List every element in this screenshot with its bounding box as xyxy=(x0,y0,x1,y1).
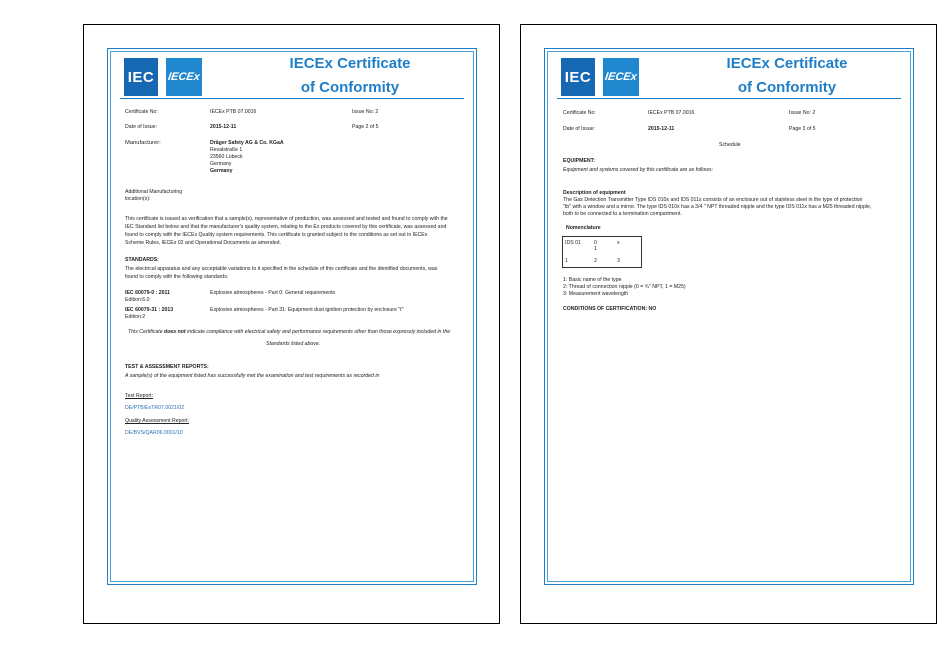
description-line: both to be connected to a termination compartment. xyxy=(563,211,682,217)
standards-heading: STANDARDS: xyxy=(125,257,159,263)
disclaimer-line-2: Standards listed above. xyxy=(266,341,321,347)
standard-1-edition: Edition:6.0 xyxy=(125,297,150,303)
page-border xyxy=(544,48,914,585)
title-line-1: IECEx Certificate xyxy=(289,55,411,72)
verification-line: found to comply with the IECEx Quality system requirements. This certificate is granted subject to the conditions as set out in IECEx xyxy=(125,232,428,238)
manufacturer-country-2: Germany xyxy=(210,168,233,174)
disclaimer-line-1: This Certificate does not indicate compliance with electrical safety and performance requirements other than those expressly included in the xyxy=(128,329,451,335)
verification-line: IEC Standard list below and that the manufacturer's quality system, relating to the Ex products covered by this certificate, was assessed and xyxy=(125,224,447,230)
nomenclature-cell: x xyxy=(617,240,620,246)
manufacturer-name: Dräger Safety AG & Co. KGaA xyxy=(210,140,284,146)
iec-logo: IEC xyxy=(124,58,158,96)
test-report-label: Test Report: xyxy=(125,393,153,399)
title-rule xyxy=(120,98,464,99)
nomenclature-cell: 1 xyxy=(565,258,568,264)
standard-2-desc: Explosive atmospheres - Part 31: Equipment dust ignition protection by enclosure "t" xyxy=(210,307,404,313)
equipment-text: Equipment and systems covered by this certificate are as follows: xyxy=(563,167,713,173)
qar-label: Quality Assessment Report: xyxy=(125,418,190,424)
test-report-link[interactable]: DE/PTB/ExTR07.0021/02 xyxy=(125,405,185,411)
nomenclature-note: 1: Basic name of the type xyxy=(563,277,622,283)
additional-label-2: location(s): xyxy=(125,196,151,202)
manufacturer-street: Revalstraße 1 xyxy=(210,147,243,153)
date-value: 2015-12-11 xyxy=(648,126,675,132)
manufacturer-country: Germany xyxy=(210,161,232,167)
title-rule xyxy=(557,98,901,99)
page-number: Page 2 of 5 xyxy=(352,124,379,130)
iecex-logo: IECEx xyxy=(166,58,202,96)
title-line-2: of Conformity xyxy=(737,79,837,96)
standard-1-desc: Explosive atmospheres - Part 0: General requirements xyxy=(210,290,336,296)
nomenclature-cell: 1 xyxy=(594,246,597,252)
certificate-page-3 xyxy=(520,24,937,624)
equipment-heading: EQUIPMENT: xyxy=(563,158,595,164)
date-label: Date of Issue: xyxy=(125,124,158,130)
iec-logo: IEC xyxy=(561,58,595,96)
nomenclature-cell: 0 xyxy=(594,240,597,246)
test-text: A sample(s) of the equipment listed has successfully met the examination and test requirements as recorded in xyxy=(125,373,380,379)
standards-line: found to comply with the following standards: xyxy=(125,274,229,280)
page-number: Page 3 of 5 xyxy=(789,126,816,132)
description-line: "tb" with a window and a mirror. The type IDS 010x has a 3/4 " NPT threaded nipple and the type IDS 011x has a M25 threaded nipple, xyxy=(563,204,872,210)
issue-no: Issue No: 2 xyxy=(352,109,379,115)
verification-line: Scheme Rules, IECEx 02 and Operational Documents as amended. xyxy=(125,240,281,246)
verification-line: This certificate is issued as verification that a sample(s), representative of production, was assessed and tested and found to comply with the xyxy=(125,216,448,222)
cert-no-label: Certificate No: xyxy=(563,110,596,116)
iecex-logo: IECEx xyxy=(603,58,639,96)
nomenclature-cell: 2 xyxy=(594,258,597,264)
nomenclature-heading: Nomenclature xyxy=(566,225,601,231)
manufacturer-label: Manufacturer: xyxy=(125,140,161,146)
nomenclature-note: 3: Measurement wavelength xyxy=(563,291,629,297)
qar-link[interactable]: DE/BVS/QAR06.0001/10 xyxy=(125,430,183,436)
description-line: The Gas Detection Transmitter Type IDS 010x and IDS 011x consists of an enclosure out of stainless steel in the type of protection xyxy=(563,197,863,203)
page-border xyxy=(107,48,477,585)
standard-2-code: IEC 60079-31 : 2013 xyxy=(125,307,174,313)
description-heading: Description of equipment xyxy=(563,190,626,196)
nomenclature-cell: IDS 01 xyxy=(565,240,581,246)
schedule-heading: Schedule xyxy=(719,142,741,148)
additional-label: Additional Manufacturing xyxy=(125,189,183,195)
conditions-of-certification: CONDITIONS OF CERTIFICATION: NO xyxy=(563,306,657,312)
date-label: Date of Issue: xyxy=(563,126,596,132)
test-heading: TEST & ASSESSMENT REPORTS: xyxy=(125,364,209,370)
date-value: 2015-12-11 xyxy=(210,124,237,130)
cert-no-value: IECEx PTB 07.0016 xyxy=(648,110,695,116)
certificate-page-2 xyxy=(83,24,500,624)
cert-no-value: IECEx PTB 07.0016 xyxy=(210,109,257,115)
nomenclature-note: 2: Thread of connection nipple (0 = ¾" NPT, 1 = M25) xyxy=(563,284,686,290)
title-line-2: of Conformity xyxy=(300,79,400,96)
cert-no-label: Certificate No: xyxy=(125,109,158,115)
issue-no: Issue No: 2 xyxy=(789,110,816,116)
manufacturer-city: 23560 Lübeck xyxy=(210,154,243,160)
standard-1-code: IEC 60079-0 : 2011 xyxy=(125,290,170,296)
nomenclature-cell: 3 xyxy=(617,258,620,264)
title-line-1: IECEx Certificate xyxy=(726,55,848,72)
standards-line: The electrical apparatus and any acceptable variations to it specified in the schedule of this certificate and the identified documents, was xyxy=(125,266,438,272)
standard-2-edition: Edition:2 xyxy=(125,314,146,320)
